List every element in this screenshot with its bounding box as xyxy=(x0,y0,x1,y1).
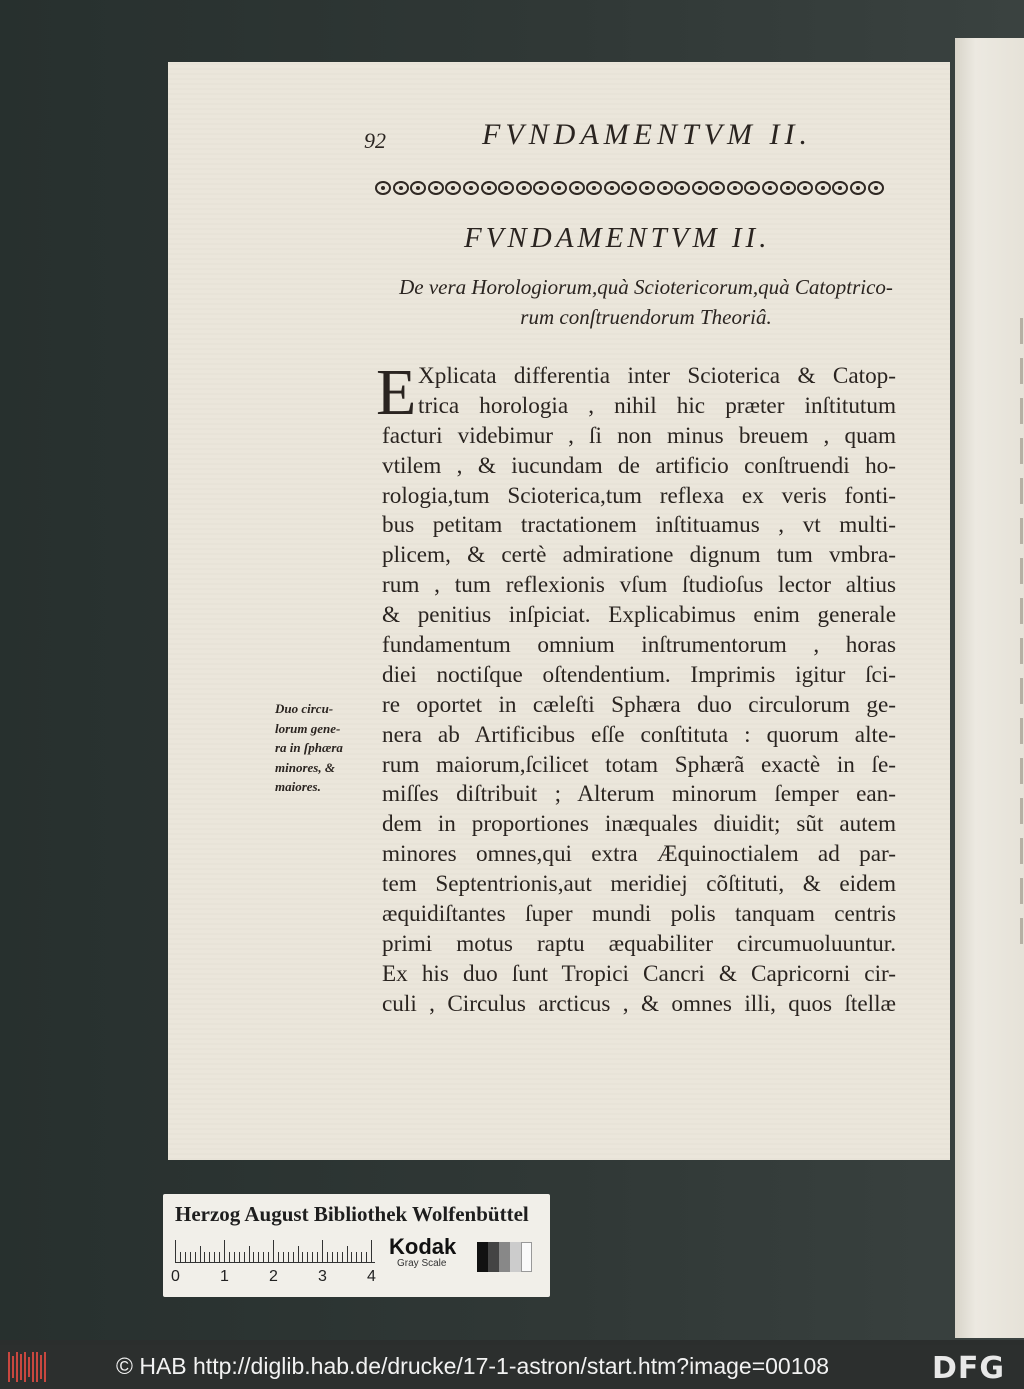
text-line: diei noctiſque oſtendentium. Imprimis igitur ſci- xyxy=(382,661,896,688)
ruler-tick xyxy=(371,1240,372,1262)
ruler-tick xyxy=(195,1252,196,1262)
hab-logo-icon xyxy=(8,1352,48,1382)
text-line: facturi videbimur , ſi non minus breuem , quam xyxy=(382,422,896,449)
page-number: 92 xyxy=(364,128,386,153)
ruler-number: 4 xyxy=(367,1268,376,1285)
library-scan-label xyxy=(163,1194,550,1297)
running-title: FVNDAMENTVM II. xyxy=(482,118,812,151)
ruler-tick xyxy=(204,1252,205,1262)
ruler-number: 1 xyxy=(220,1268,229,1285)
ruler-tick xyxy=(244,1252,245,1262)
ornament-scroll xyxy=(516,181,532,195)
dfg-logo: DFG xyxy=(932,1351,1006,1386)
ornament-scroll xyxy=(780,181,796,195)
ornament-scroll xyxy=(674,181,690,195)
ornament-scroll xyxy=(375,181,391,195)
ornament-border xyxy=(375,176,885,200)
ruler-tick xyxy=(332,1252,333,1262)
ruler-tick xyxy=(288,1252,289,1262)
subtitle-line: De vera Horologiorum,quà Sciotericorum,quà Catoptrico- xyxy=(399,275,893,299)
ruler-tick xyxy=(253,1252,254,1262)
adjacent-page-edge xyxy=(955,38,1024,1338)
ruler-tick xyxy=(263,1252,264,1262)
ruler-tick xyxy=(200,1246,201,1262)
subtitle-line: rum conſtruendorum Theoriâ. xyxy=(520,305,772,329)
ruler-tick xyxy=(209,1252,210,1262)
ruler-tick xyxy=(327,1252,328,1262)
ruler-tick xyxy=(219,1252,220,1262)
ruler-tick xyxy=(307,1252,308,1262)
ruler-tick xyxy=(302,1252,303,1262)
chapter-title: FVNDAMENTVM II. xyxy=(464,222,771,254)
ornament-scroll xyxy=(657,181,673,195)
text-line: bus petitam tractationem inſtituamus , vt multi- xyxy=(382,512,896,539)
ruler-tick xyxy=(229,1252,230,1262)
ruler-tick xyxy=(337,1252,338,1262)
adjacent-page-marks xyxy=(993,318,1023,958)
ruler-tick xyxy=(366,1252,367,1262)
ornament-scroll xyxy=(727,181,743,195)
text-line: trica horologia , nihil hic præter inſtitutum xyxy=(418,392,896,419)
ornament-scroll xyxy=(762,181,778,195)
ornament-scroll xyxy=(463,181,479,195)
drop-cap: E xyxy=(376,356,417,429)
text-line: tem Septentrionis,aut meridiej cõſtituti, & eidem xyxy=(382,871,896,898)
body-text xyxy=(376,356,896,1020)
ornament-scroll xyxy=(868,181,884,195)
measurement-ruler xyxy=(175,1236,375,1263)
ruler-tick xyxy=(293,1252,294,1262)
ruler-number: 0 xyxy=(171,1268,180,1285)
ruler-tick xyxy=(342,1252,343,1262)
ruler-tick xyxy=(258,1252,259,1262)
ornament-scroll xyxy=(445,181,461,195)
text-line: æquidiſtantes ſuper mundi polis tanquam centris xyxy=(382,901,896,928)
ornament-scroll xyxy=(569,181,585,195)
grayscale-swatches xyxy=(477,1242,532,1272)
ruler-tick xyxy=(234,1252,235,1262)
chapter-subtitle xyxy=(368,272,924,332)
marginal-note-line: maiores. xyxy=(275,779,321,794)
ruler-tick xyxy=(361,1252,362,1262)
ruler-tick xyxy=(317,1252,318,1262)
ornament-scroll xyxy=(551,181,567,195)
marginal-note xyxy=(275,699,383,797)
ornament-scroll xyxy=(850,181,866,195)
kodak-brand: Kodak xyxy=(389,1234,457,1259)
ruler-tick xyxy=(249,1246,250,1262)
marginal-note-line: lorum gene- xyxy=(275,720,341,736)
text-line: dem in proportiones inæquales diuidit; sũt autem xyxy=(382,811,896,838)
text-line: vtilem , & iucundam de artificio conſtruendi ho- xyxy=(382,452,896,479)
ornament-scroll xyxy=(709,181,725,195)
ornament-scroll xyxy=(832,181,848,195)
ruler-number: 3 xyxy=(318,1268,327,1285)
ruler-tick xyxy=(283,1252,284,1262)
ornament-scroll xyxy=(692,181,708,195)
ornament-scroll xyxy=(586,181,602,195)
running-head xyxy=(364,114,924,154)
ruler-tick xyxy=(175,1240,176,1262)
text-line: fundamentum omnium inſtrumentorum , horas xyxy=(382,632,896,659)
ruler-tick xyxy=(180,1252,181,1262)
ornament-scroll xyxy=(410,181,426,195)
ruler-tick xyxy=(214,1252,215,1262)
ruler-tick xyxy=(268,1252,269,1262)
text-line: plicem, & certè admiratione dignum tum vmbra- xyxy=(382,542,896,569)
ruler-tick xyxy=(224,1240,225,1262)
text-line: nera ab Artificibus eſſe conſtituta : quorum alte- xyxy=(382,721,896,748)
ruler-tick xyxy=(298,1246,299,1262)
text-line: Xplicata differentia inter Scioterica & Catop- xyxy=(418,363,896,389)
text-line: primi motus raptu æquabiliter circumuoluuntur. xyxy=(382,930,896,957)
ruler-tick xyxy=(278,1252,279,1262)
text-line: culi , Circulus arcticus , & omnes illi, quos ſtellæ xyxy=(382,990,896,1017)
ruler-number: 2 xyxy=(269,1268,278,1285)
text-line: re oportet in cæleſti Sphæra duo circulorum ge- xyxy=(382,691,896,718)
ornament-scroll xyxy=(481,181,497,195)
text-line: rologia,tum Scioterica,tum reflexa ex veris fonti- xyxy=(382,482,896,509)
ornament-scroll xyxy=(639,181,655,195)
ruler-tick xyxy=(185,1252,186,1262)
text-line: & penitius inſpiciat. Explicabimus enim generale xyxy=(382,602,896,629)
ruler-tick xyxy=(322,1240,323,1262)
ornament-scroll xyxy=(815,181,831,195)
ruler-tick xyxy=(347,1246,348,1262)
marginal-note-line: ra in ſphæra xyxy=(275,740,343,755)
ruler-tick xyxy=(273,1240,274,1262)
text-line: rum , tum reflexionis vſum ſtudioſus lector altius xyxy=(382,572,896,599)
book-page xyxy=(168,62,950,1160)
ornament-scroll xyxy=(604,181,620,195)
grayscale-label: Gray Scale xyxy=(397,1258,447,1269)
text-line: minores omnes,qui extra Æquinoctialem ad par- xyxy=(382,841,896,868)
text-line: miſſes diſtribuit ; Alterum minorum ſemper ean- xyxy=(382,781,896,808)
ornament-scroll xyxy=(744,181,760,195)
ruler-tick xyxy=(239,1252,240,1262)
ornament-scroll xyxy=(393,181,409,195)
footer-bar xyxy=(0,1345,1024,1389)
text-line: Ex his duo ſunt Tropici Cancri & Capricorni cir- xyxy=(382,960,896,987)
ruler-tick xyxy=(356,1252,357,1262)
ruler-tick xyxy=(312,1252,313,1262)
ornament-scroll xyxy=(621,181,637,195)
library-name: Herzog August Bibliothek Wolfenbüttel xyxy=(175,1202,529,1226)
ornament-scroll xyxy=(533,181,549,195)
marginal-note-line: Duo circu- xyxy=(275,701,334,716)
marginal-note-line: minores, & xyxy=(275,759,335,775)
ruler-tick xyxy=(190,1252,191,1262)
ornament-scroll xyxy=(428,181,444,195)
ornament-scroll xyxy=(498,181,514,195)
copyright-url[interactable]: © HAB http://diglib.hab.de/drucke/17-1-astron/start.htm?image=00108 xyxy=(116,1353,830,1379)
text-line: rum maiorum,ſcilicet totam Sphærã exactè in ſe- xyxy=(382,751,896,778)
ruler-tick xyxy=(351,1252,352,1262)
ornament-scroll xyxy=(797,181,813,195)
